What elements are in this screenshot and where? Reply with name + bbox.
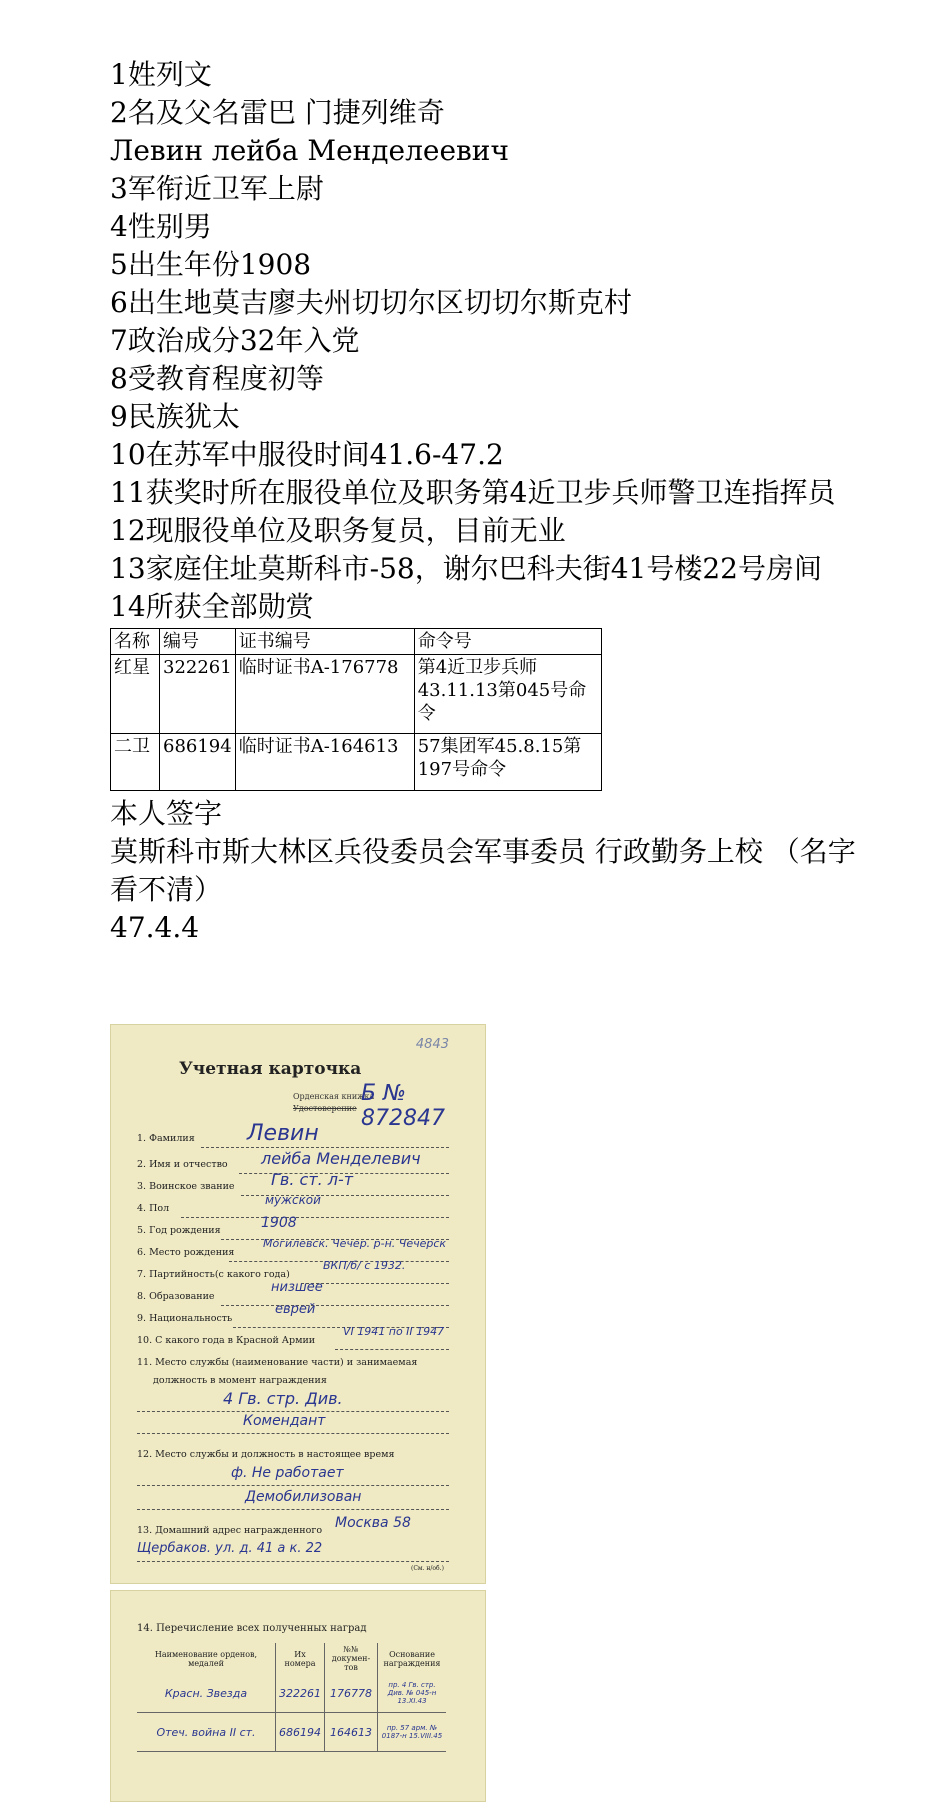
card-rule bbox=[301, 1283, 449, 1284]
table-row bbox=[111, 734, 602, 791]
table-row bbox=[137, 1674, 446, 1713]
card-awards-header: 14. Перечисление всех полученных наград bbox=[137, 1623, 367, 1634]
line-birth-year: 5出生年份1908 bbox=[110, 248, 312, 281]
card-rule bbox=[137, 1561, 449, 1562]
card-rule bbox=[221, 1305, 449, 1306]
card-col-header: Наименование орденов, медалей bbox=[137, 1643, 276, 1674]
card-field-value: ВКП/б/ с 1932. bbox=[323, 1259, 406, 1272]
card-field-value: Гв. ст. л-т bbox=[271, 1170, 354, 1189]
cell-order: 第4近卫步兵师43.11.13第045号命令 bbox=[414, 655, 601, 734]
card-field-label: 10. С какого года в Красной Армии bbox=[137, 1335, 316, 1346]
card-field-value: Москва 58 bbox=[335, 1515, 411, 1531]
card-col-header: №№ докумен-тов bbox=[325, 1643, 378, 1674]
card-field-label: 9. Национальность bbox=[137, 1313, 233, 1324]
date-line: 47.4.4 bbox=[110, 911, 200, 944]
line-service-period: 10在苏军中服役时间41.6-47.2 bbox=[110, 438, 504, 471]
card-field-value: низшее bbox=[271, 1280, 323, 1295]
line-address: 13家庭住址莫斯科市-58，谢尔巴科夫街41号楼22号房间 bbox=[110, 552, 822, 585]
card-field-value: 4 Гв. стр. Див. bbox=[223, 1389, 343, 1408]
card-book-label-2: Удостоверение bbox=[293, 1104, 357, 1113]
card-stamp-number: 4843 bbox=[415, 1037, 449, 1052]
card-title: Учетная карточка bbox=[179, 1059, 362, 1079]
card-awards-table bbox=[137, 1643, 446, 1752]
card-field-value: еврей bbox=[275, 1302, 316, 1317]
col-header-name: 名称 bbox=[111, 629, 160, 655]
card-field-label: 7. Партийность(с какого года) bbox=[137, 1269, 290, 1280]
card-cell: пр. 57 арм. № 0187-н 15.VIII.45 bbox=[378, 1713, 447, 1752]
card-col-header: Их номера bbox=[276, 1643, 325, 1674]
card-book-number: Б № 872847 bbox=[361, 1081, 445, 1131]
line-surname: 1姓列文 bbox=[110, 58, 212, 91]
card-rule bbox=[181, 1217, 449, 1218]
card-cell: 164613 bbox=[325, 1713, 378, 1752]
card-field-label: 5. Год рождения bbox=[137, 1225, 221, 1236]
table-row bbox=[137, 1713, 446, 1752]
cell-certificate: 临时证书A-164613 bbox=[235, 734, 414, 791]
cell-certificate: 临时证书A-176778 bbox=[235, 655, 414, 734]
card-cell: пр. 4 Гв. стр. Див. № 045-н 13.XI.43 bbox=[378, 1674, 447, 1713]
col-header-order: 命令号 bbox=[414, 629, 601, 655]
commissar-line: 莫斯科市斯大林区兵役委员会军事委员 行政勤务上校 （名字看不清） bbox=[110, 835, 856, 906]
card-cell: Красн. Звезда bbox=[137, 1674, 276, 1713]
card-turn-note: (См. н/об.) bbox=[411, 1565, 444, 1572]
card-field-label: 1. Фамилия bbox=[137, 1133, 195, 1144]
document-body bbox=[110, 56, 870, 947]
card-field-label: 11. Место службы (наименование части) и занимаемая bbox=[137, 1357, 418, 1368]
line-birthplace: 6出生地莫吉廖夫州切切尔区切切尔斯克村 bbox=[110, 286, 632, 319]
line-education: 8受教育程度初等 bbox=[110, 362, 324, 395]
cell-award-name: 二卫 bbox=[111, 734, 160, 791]
card-field-label: 8. Образование bbox=[137, 1291, 215, 1302]
card-book-label-1: Орденская книжка bbox=[293, 1092, 375, 1101]
card-field-label: 3. Воинское звание bbox=[137, 1181, 235, 1192]
card-rule bbox=[137, 1433, 449, 1434]
card-cell: 322261 bbox=[276, 1674, 325, 1713]
card-field-label: 13. Домашний адрес награжденного bbox=[137, 1525, 323, 1536]
card-rule bbox=[137, 1485, 449, 1486]
col-header-number: 编号 bbox=[160, 629, 236, 655]
card-rule bbox=[335, 1349, 449, 1350]
card-cell: 176778 bbox=[325, 1674, 378, 1713]
card-field-label: 4. Пол bbox=[137, 1203, 170, 1214]
card-field-label: должность в момент награждения bbox=[153, 1375, 327, 1386]
line-party: 7政治成分32年入党 bbox=[110, 324, 360, 357]
card-col-header: Основание награждения bbox=[383, 1649, 441, 1668]
card-field-value: Левин bbox=[247, 1121, 319, 1146]
awards-table bbox=[110, 628, 602, 791]
scanned-card-back bbox=[110, 1590, 486, 1802]
card-rule bbox=[201, 1147, 449, 1148]
card-field-value: 1908 bbox=[261, 1215, 297, 1231]
card-cell: 686194 bbox=[276, 1713, 325, 1752]
card-rule bbox=[137, 1509, 449, 1510]
card-field-label: 12. Место службы и должность в настоящее время bbox=[137, 1449, 395, 1460]
awards-table-header bbox=[111, 629, 602, 655]
cell-award-name: 红星 bbox=[111, 655, 160, 734]
card-field-value: Комендант bbox=[243, 1413, 326, 1429]
col-header-certificate: 证书编号 bbox=[235, 629, 414, 655]
card-field-label: 2. Имя и отчество bbox=[137, 1159, 228, 1170]
card-field-value: Могилевск. Чечер. р-н. Чечерск bbox=[263, 1237, 447, 1250]
cell-order: 57集团军45.8.15第197号命令 bbox=[414, 734, 601, 791]
line-rank: 3军衔近卫军上尉 bbox=[110, 172, 324, 205]
card-awards-table-header bbox=[137, 1643, 446, 1674]
line-name-patronymic: 2名及父名雷巴 门捷列维奇 bbox=[110, 96, 445, 129]
card-cell: Отеч. война II ст. bbox=[137, 1713, 276, 1752]
card-field-value: мужской bbox=[265, 1193, 321, 1207]
cell-award-number: 322261 bbox=[160, 655, 236, 734]
card-rule bbox=[137, 1411, 449, 1412]
line-nationality: 9民族犹太 bbox=[110, 400, 240, 433]
line-russian-name: Левин лейба Менделеевич bbox=[110, 134, 509, 167]
card-field-value: Демобилизован bbox=[245, 1489, 362, 1505]
card-field-value: лейба Менделевич bbox=[261, 1149, 421, 1168]
line-current-unit: 12现服役单位及职务复员，目前无业 bbox=[110, 514, 566, 547]
card-field-value: ф. Не работает bbox=[231, 1465, 344, 1481]
line-awards-heading: 14所获全部勋赏 bbox=[110, 590, 314, 623]
cell-award-number: 686194 bbox=[160, 734, 236, 791]
scanned-card-front bbox=[110, 1024, 486, 1584]
card-field-value: VI 1941 по II 1947 bbox=[343, 1325, 445, 1338]
table-row bbox=[111, 655, 602, 734]
card-field-label: 6. Место рождения bbox=[137, 1247, 235, 1258]
line-award-unit: 11获奖时所在服役单位及职务第4近卫步兵师警卫连指挥员 bbox=[110, 476, 836, 509]
card-field-value: Щербаков. ул. д. 41 а к. 22 bbox=[137, 1541, 323, 1556]
signature-line: 本人签字 bbox=[110, 797, 223, 830]
line-sex: 4性别男 bbox=[110, 210, 212, 243]
